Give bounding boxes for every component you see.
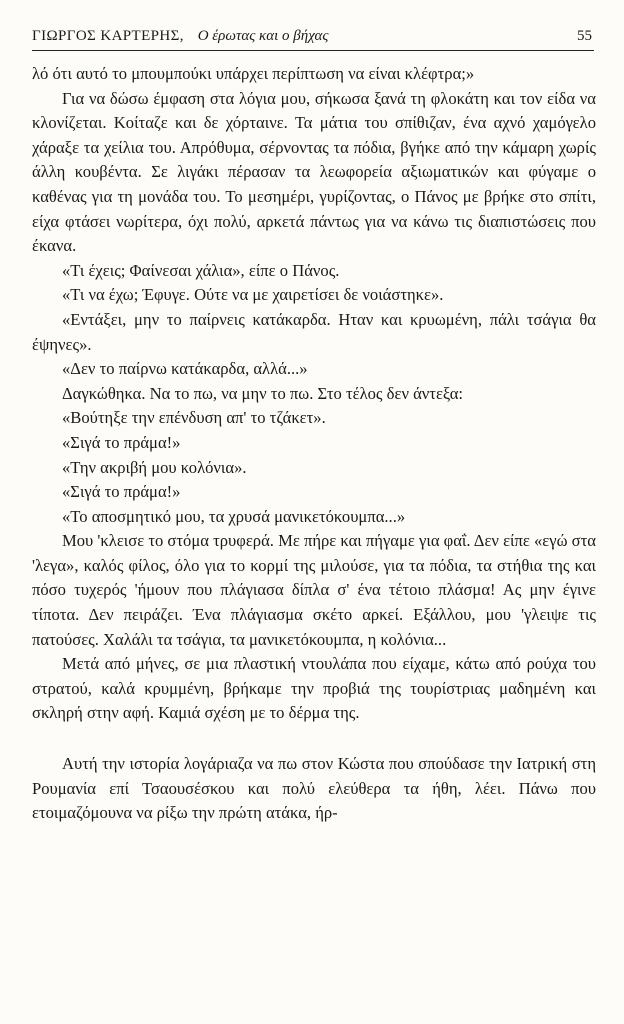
paragraph: Για να δώσω έμφαση στα λόγια μου, σήκωσα ξανά τη φλοκάτη και τον είδα να κλονίζεται. Κοίταζε και δε χόρταινε. Τα μάτια του σπίθιζαν, ένα αχνό χαμόγελο χάραξε τα χείλια του. Απρόθυμα, σέρνοντας τα πόδια, βγήκε από την κάμαρη χωρίς άλλη κουβέντα. Σε λιγάκι πέρασαν τα λεωφορεία αξιωματικών και φύγαμε ο καθένας για τη μονάδα του. Το μεσημέρι, γυρίζοντας, ο Πάνος με βρήκε στο σπίτι, είχα φτάσει νωρίτερα, όχι πολύ, αρκετά πάντως για να κάνω τις διαπιστώσεις που έκανα.: [32, 88, 596, 256]
dialogue-line: «Τι έχεις; Φαίνεσαι χάλια», είπε ο Πάνος.: [62, 260, 340, 280]
book-title: Ο έρωτας και ο βήχας: [197, 28, 329, 44]
paragraph-continuation: λό ότι αυτό το μπουμπούκι υπάρχει περίπτωση να είναι κλέφτρα;»: [32, 64, 475, 83]
dialogue-line: «Την ακριβή μου κολόνια».: [62, 457, 247, 477]
paragraph: Αυτή την ιστορία λογάριαζα να πω στον Κώστα που σπούδασε την Ιατρική στη Ρουμανία επί Τσαουσέσκου και πολύ ελεύθερα τα ήθη, λέει. Πάνω που ετοιμαζόμουνα να ρίξω την πρώτη ατάκα, ήρ-: [32, 754, 596, 823]
dialogue-line: «Εντάξει, μην το παίρνεις κατάκαρδα. Ηταν και κρυωμένη, πάλι τσάγια θα έψηνες».: [32, 309, 596, 354]
paragraph: Μου 'κλεισε το στόμα τρυφερά. Με πήρε και πήγαμε για φαΐ. Δεν είπε «εγώ στα 'λεγα», καλός φίλος, όλο για το κορμί της μιλούσε, για τα πόδια, τα στήθια της και πόσο τυχερός 'ήμουν που πλάγιασα δίπλα σ' ένα τέτοιο πλάσμα! Ας μην έγινε τίποτα. Δεν πειράζει. Ένα πλάγιασμα σκέτο αρκεί. Εξάλλου, μου 'γλειψε τις πατούσες. Χαλάλι τα τσάγια, τα μανικετόκουμπα, η κολόνια...: [32, 531, 596, 649]
author-name: ΓΙΩΡΓΟΣ ΚΑΡΤΕΡΗΣ,: [32, 28, 184, 44]
dialogue-line: «Το αποσμητικό μου, τα χρυσά μανικετόκουμπα...»: [62, 506, 406, 526]
dialogue-line: «Σιγά το πράμα!»: [62, 432, 181, 452]
dialogue-line: «Δεν το παίρνω κατάκαρδα, αλλά...»: [62, 359, 308, 379]
paragraph: Μετά από μήνες, σε μια πλαστική ντουλάπα που είχαμε, κάτω από ρούχα του στρατού, καλά κρυμμένη, βρήκαμε την προβιά της τουρίστριας μαδημένη και σκληρή στην αφή. Καμιά σχέση με το δέρμα της.: [32, 654, 596, 723]
dialogue-line: «Σιγά το πράμα!»: [62, 482, 181, 502]
dialogue-line: «Βούτηξε την επένδυση απ' το τζάκετ».: [62, 408, 326, 428]
page-number: 55: [577, 28, 592, 44]
running-head: [32, 26, 594, 51]
paragraph: Δαγκώθηκα. Να το πω, να μην το πω. Στο τέλος δεν άντεξα:: [62, 383, 464, 403]
body-text: [32, 62, 596, 826]
dialogue-line: «Τι να έχω; Έφυγε. Ούτε να με χαιρετίσει δε νοιάστηκε».: [62, 285, 444, 305]
